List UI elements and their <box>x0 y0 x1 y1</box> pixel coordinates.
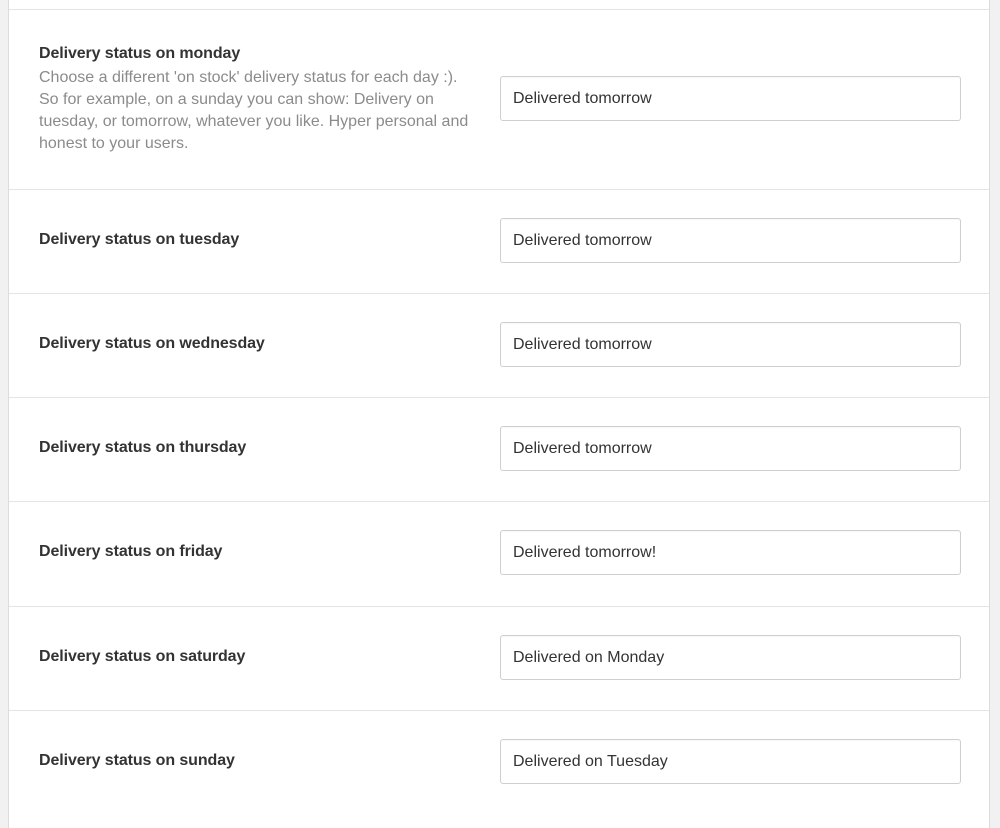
setting-row-friday <box>9 502 989 607</box>
setting-label-group <box>39 333 479 355</box>
delivery-status-friday-input[interactable] <box>500 530 961 575</box>
setting-row-sunday <box>9 711 989 828</box>
setting-label-group <box>39 750 479 772</box>
delivery-status-thursday-input[interactable] <box>500 426 961 471</box>
setting-label-group <box>39 541 479 563</box>
settings-panel <box>8 0 990 828</box>
setting-label-group <box>39 229 479 251</box>
delivery-status-monday-input[interactable] <box>500 76 961 121</box>
setting-label-group <box>39 646 479 668</box>
setting-label: Delivery status on tuesday <box>39 231 240 248</box>
setting-label-group <box>39 437 479 459</box>
setting-label: Delivery status on sunday <box>39 752 235 769</box>
setting-label: Delivery status on wednesday <box>39 335 265 352</box>
setting-label: Delivery status on saturday <box>39 648 246 665</box>
setting-description: Choose a different 'on stock' delivery status for each day :). So for example, on a sunday you can show: Delivery on tuesday, or tomorrow, whatever you like. Hyper personal and honest to your users. <box>39 69 469 152</box>
delivery-status-saturday-input[interactable] <box>500 635 961 680</box>
setting-label: Delivery status on friday <box>39 543 223 560</box>
setting-row-tuesday <box>9 190 989 294</box>
setting-label: Delivery status on thursday <box>39 439 247 456</box>
delivery-status-wednesday-input[interactable] <box>500 322 961 367</box>
delivery-status-tuesday-input[interactable] <box>500 218 961 263</box>
setting-row-thursday <box>9 398 989 502</box>
setting-label-group <box>39 43 479 155</box>
setting-label: Delivery status on monday <box>39 45 241 62</box>
setting-row-monday <box>9 10 989 190</box>
setting-row-saturday <box>9 607 989 711</box>
delivery-status-sunday-input[interactable] <box>500 739 961 784</box>
setting-row-wednesday <box>9 294 989 398</box>
